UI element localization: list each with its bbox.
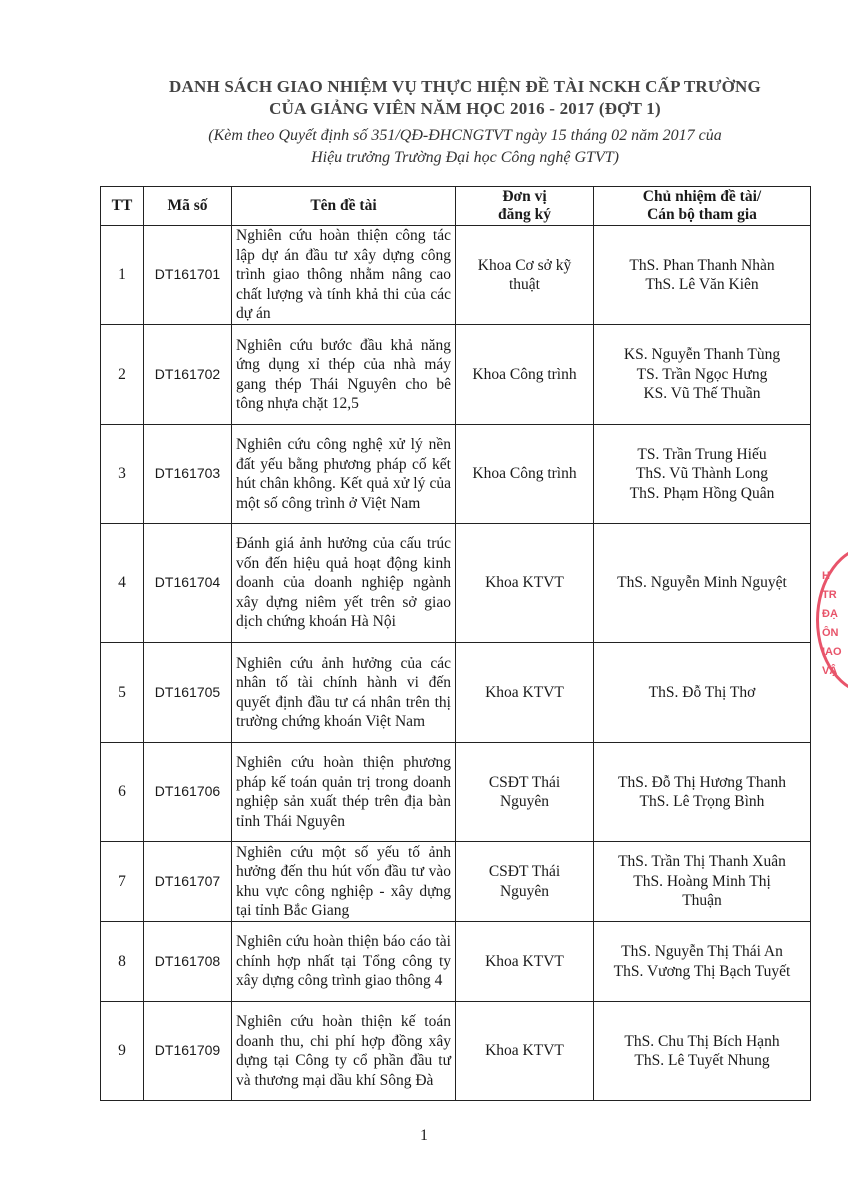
staff-member: ThS. Nguyễn Minh Nguyệt bbox=[617, 574, 787, 592]
cell-ma-so: DT161709 bbox=[144, 1002, 232, 1101]
cell-don-vi-line-1: Khoa Công trình bbox=[472, 365, 577, 383]
staff-member: Thuận bbox=[682, 892, 722, 910]
cell-tt: 3 bbox=[101, 425, 144, 524]
table-row bbox=[101, 425, 811, 524]
cell-don-vi bbox=[456, 922, 594, 1002]
cell-don-vi bbox=[456, 226, 594, 325]
stamp-text bbox=[822, 567, 848, 681]
cell-don-vi-line-1: Khoa KTVT bbox=[485, 683, 564, 701]
cell-chu-nhiem bbox=[594, 524, 811, 643]
cell-tt: 8 bbox=[101, 922, 144, 1002]
cell-ma-so: DT161707 bbox=[144, 842, 232, 922]
cell-tt: 4 bbox=[101, 524, 144, 643]
cell-don-vi bbox=[456, 842, 594, 922]
cell-chu-nhiem bbox=[594, 842, 811, 922]
cell-don-vi-line-1: Khoa KTVT bbox=[485, 952, 564, 970]
staff-member: TS. Trần Ngọc Hưng bbox=[636, 365, 768, 383]
cell-tt: 1 bbox=[101, 226, 144, 325]
header-chu-nhiem-line-2: Cán bộ tham gia bbox=[647, 206, 757, 223]
cell-ten-de-tai: Nghiên cứu công nghệ xử lý nền đất yếu bằng phương pháp cố kết hút chân không. Kết quả xử lý của một số công trình ở Việt Nam bbox=[232, 425, 456, 524]
table-row bbox=[101, 1002, 811, 1101]
cell-ten-de-tai: Nghiên cứu một số yếu tố ảnh hưởng đến thu hút vốn đầu tư vào khu vực công nghiệp - xây dựng tại tỉnh Bắc Giang bbox=[232, 842, 456, 922]
official-seal-stamp bbox=[816, 545, 848, 695]
staff-member: ThS. Lê Tuyết Nhung bbox=[634, 1052, 770, 1069]
staff-member: ThS. Phạm Hồng Quân bbox=[629, 484, 775, 502]
cell-chu-nhiem bbox=[594, 325, 811, 425]
cell-ten-de-tai: Nghiên cứu hoàn thiện phương pháp kế toán quản trị trong doanh nghiệp sản xuất thép trên địa bàn tỉnh Thái Nguyên bbox=[232, 743, 456, 842]
stamp-fragment: ÔN bbox=[822, 627, 839, 639]
stamp-fragment: IAO bbox=[822, 646, 842, 658]
stamp-fragment: H bbox=[822, 570, 830, 582]
cell-ma-so: DT161706 bbox=[144, 743, 232, 842]
table-row bbox=[101, 226, 811, 325]
staff-member: ThS. Vũ Thành Long bbox=[635, 465, 769, 483]
cell-ma-so: DT161701 bbox=[144, 226, 232, 325]
staff-member: ThS. Trần Thị Thanh Xuân bbox=[618, 853, 786, 871]
cell-tt: 9 bbox=[101, 1002, 144, 1101]
table-header-row bbox=[101, 187, 811, 226]
staff-member: KS. Nguyễn Thanh Tùng bbox=[623, 346, 781, 364]
table-row bbox=[101, 842, 811, 922]
header-don-vi bbox=[456, 187, 594, 226]
staff-member: ThS. Phan Thanh Nhàn bbox=[629, 256, 775, 274]
staff-member: ThS. Chu Thị Bích Hạnh bbox=[624, 1032, 780, 1050]
cell-don-vi bbox=[456, 524, 594, 643]
cell-ma-so: DT161705 bbox=[144, 643, 232, 743]
cell-tt: 2 bbox=[101, 325, 144, 425]
cell-chu-nhiem bbox=[594, 643, 811, 743]
document-subtitle-line-2: Hiệu trưởng Trường Đại học Công nghệ GTVT) bbox=[311, 149, 619, 166]
cell-chu-nhiem bbox=[594, 425, 811, 524]
document-title-line-2: CỦA GIẢNG VIÊN NĂM HỌC 2016 - 2017 (ĐỢT 1) bbox=[269, 99, 661, 118]
cell-chu-nhiem bbox=[594, 1002, 811, 1101]
cell-don-vi-line-1: Khoa Cơ sở kỹ bbox=[477, 256, 572, 274]
staff-member: KS. Vũ Thế Thuần bbox=[643, 385, 761, 403]
page-number: 1 bbox=[420, 1127, 428, 1144]
staff-member: ThS. Nguyễn Thị Thái An bbox=[621, 943, 783, 960]
table-row bbox=[101, 524, 811, 643]
cell-don-vi bbox=[456, 425, 594, 524]
cell-don-vi bbox=[456, 325, 594, 425]
stamp-fragment: VẬ bbox=[822, 665, 838, 677]
header-don-vi-line-2: đăng ký bbox=[498, 206, 551, 223]
header-ma-so: Mã số bbox=[144, 187, 232, 226]
cell-don-vi bbox=[456, 643, 594, 743]
cell-ma-so: DT161702 bbox=[144, 325, 232, 425]
stamp-fragment: TR bbox=[822, 589, 837, 601]
staff-member: ThS. Hoàng Minh Thị bbox=[633, 872, 771, 890]
staff-member: ThS. Lê Trọng Bình bbox=[639, 793, 765, 810]
staff-member: ThS. Vương Thị Bạch Tuyết bbox=[613, 962, 791, 980]
header-don-vi-line-1: Đơn vị bbox=[502, 188, 547, 205]
cell-don-vi-line-1: Khoa KTVT bbox=[485, 574, 564, 592]
cell-don-vi bbox=[456, 743, 594, 842]
cell-ten-de-tai: Nghiên cứu bước đầu khả năng ứng dụng xỉ thép của nhà máy gang thép Thái Nguyên cho bê tông nhựa chặt 12,5 bbox=[232, 325, 456, 425]
table-row bbox=[101, 743, 811, 842]
cell-ten-de-tai: Nghiên cứu hoàn thiện báo cáo tài chính hợp nhất tại Tổng công ty xây dựng công trình giao thông 4 bbox=[232, 922, 456, 1002]
staff-member: ThS. Đỗ Thị Hương Thanh bbox=[617, 773, 786, 791]
cell-chu-nhiem bbox=[594, 226, 811, 325]
cell-ten-de-tai: Đánh giá ảnh hưởng của cấu trúc vốn đến hiệu quả hoạt động kinh doanh của doanh nghiệp ngành xây dựng niêm yết trên sở giao dịch chứng khoán Hà Nội bbox=[232, 524, 456, 643]
staff-member: ThS. Đỗ Thị Thơ bbox=[648, 683, 756, 701]
cell-don-vi-line-1: Khoa Công trình bbox=[472, 465, 577, 483]
research-topics-table bbox=[100, 186, 811, 1101]
header-chu-nhiem-line-1: Chủ nhiệm đề tài/ bbox=[642, 188, 762, 205]
cell-don-vi-line-2: Nguyên bbox=[499, 793, 550, 810]
cell-don-vi bbox=[456, 1002, 594, 1101]
cell-don-vi-line-2: thuật bbox=[509, 276, 540, 293]
cell-tt: 6 bbox=[101, 743, 144, 842]
cell-chu-nhiem bbox=[594, 922, 811, 1002]
cell-chu-nhiem bbox=[594, 743, 811, 842]
header-ten-de-tai: Tên đề tài bbox=[232, 187, 456, 226]
cell-don-vi-line-2: Nguyên bbox=[499, 882, 550, 900]
cell-ten-de-tai: Nghiên cứu ảnh hưởng của các nhân tố tài chính hành vi đến quyết định đầu tư cá nhân trên thị trường chứng khoán Việt Nam bbox=[232, 643, 456, 743]
cell-ma-so: DT161703 bbox=[144, 425, 232, 524]
cell-ma-so: DT161704 bbox=[144, 524, 232, 643]
cell-ma-so: DT161708 bbox=[144, 922, 232, 1002]
cell-don-vi-line-1: CSĐT Thái bbox=[488, 863, 561, 880]
document-subtitle-line-1: (Kèm theo Quyết định số 351/QĐ-ĐHCNGTVT ngày 15 tháng 02 năm 2017 của bbox=[208, 127, 722, 144]
staff-member: ThS. Lê Văn Kiên bbox=[645, 276, 759, 293]
staff-member: TS. Trần Trung Hiếu bbox=[637, 445, 767, 463]
table-row bbox=[101, 922, 811, 1002]
stamp-fragment: ĐẠ bbox=[822, 608, 838, 620]
cell-tt: 5 bbox=[101, 643, 144, 743]
document-header bbox=[90, 76, 840, 169]
header-chu-nhiem bbox=[594, 187, 811, 226]
cell-don-vi-line-1: Khoa KTVT bbox=[485, 1042, 564, 1060]
header-tt: TT bbox=[101, 187, 144, 226]
cell-don-vi-line-1: CSĐT Thái bbox=[488, 773, 561, 791]
table-row bbox=[101, 643, 811, 743]
cell-ten-de-tai: Nghiên cứu hoàn thiện công tác lập dự án đầu tư xây dựng công trình giao thông nhằm nâng cao chất lượng và tính khả thi của các dự án bbox=[232, 226, 456, 325]
cell-tt: 7 bbox=[101, 842, 144, 922]
table-row bbox=[101, 325, 811, 425]
document-title-line-1: DANH SÁCH GIAO NHIỆM VỤ THỰC HIỆN ĐỀ TÀI NCKH CẤP TRƯỜNG bbox=[169, 77, 761, 96]
cell-ten-de-tai: Nghiên cứu hoàn thiện kế toán doanh thu, chi phí hợp đồng xây dựng tại Công ty cổ phần đầu tư và thương mại dầu khí Sông Đà bbox=[232, 1002, 456, 1101]
